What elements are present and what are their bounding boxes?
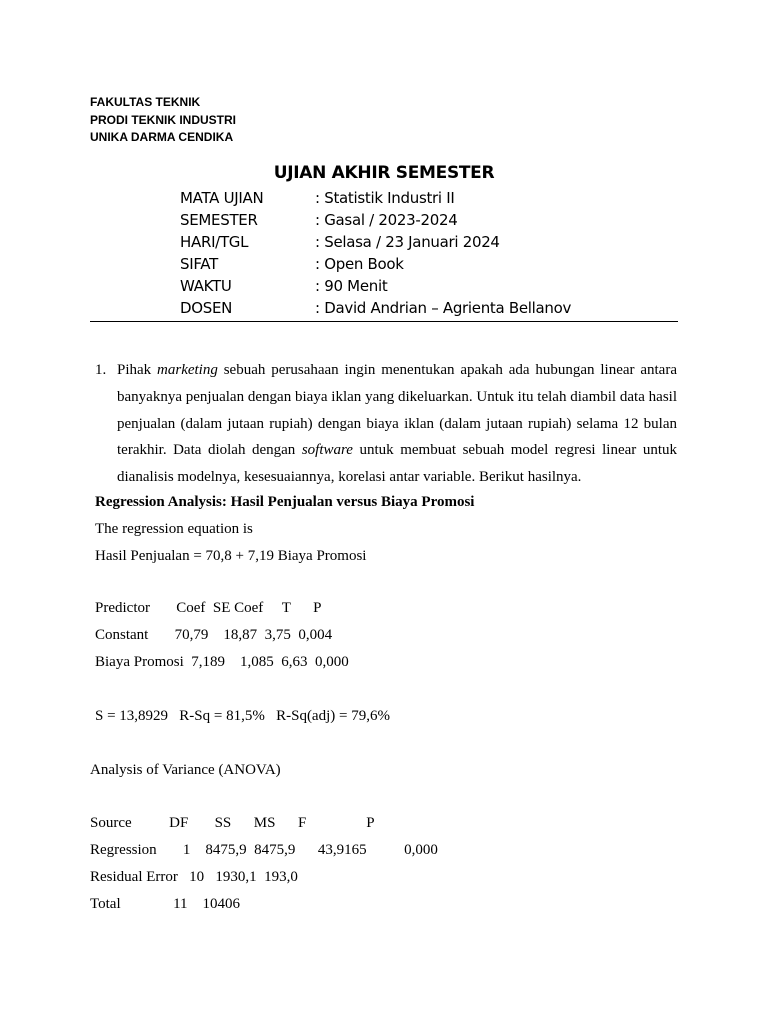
institution-header (90, 94, 236, 147)
question-1 (95, 357, 677, 491)
exam-title: UJIAN AKHIR SEMESTER (273, 163, 495, 183)
question-text (117, 357, 677, 491)
info-key: SIFAT (180, 255, 218, 273)
anova-title: Analysis of Variance (ANOVA) (90, 762, 281, 778)
anova-table-header: Source DF SS MS F P (90, 815, 375, 831)
info-key: MATA UJIAN (180, 189, 264, 207)
question-text-part: sebuah perusahaan ingin menentukan apakah ada hubungan linear antara banyaknya penjualan dengan biaya iklan yang dikeluarkan. Untuk itu telah diambil data hasil penjualan (dalam jutaan rupiah) dengan biaya iklan (dalam jutaan rupiah) selama 12 bulan terakhir. Data diolah dengan (117, 362, 677, 459)
info-key: HARI/TGL (180, 233, 249, 251)
info-value: : David Andrian – Agrienta Bellanov (315, 299, 572, 317)
regression-equation-label: The regression equation is (95, 521, 253, 537)
anova-row: Total 11 10406 (90, 896, 241, 912)
info-value: : Statistik Industri II (315, 189, 455, 207)
regression-title: Regression Analysis: Hasil Penjualan versus Biaya Promosi (95, 494, 475, 510)
anova-row: Residual Error 10 1930,1 193,0 (90, 869, 298, 885)
info-value: : Open Book (315, 255, 404, 273)
question-number: 1. (95, 362, 107, 378)
info-key: DOSEN (180, 299, 233, 317)
info-value: : 90 Menit (315, 277, 388, 295)
question-text-part: untuk membuat sebuah model regresi linear untuk dianalisis modelnya, kesesuaiannya, korelasi antar variable. Berikut hasilnya. (117, 442, 677, 486)
coef-row: Biaya Promosi 7,189 1,085 6,63 0,000 (95, 654, 349, 670)
anova-row: Regression 1 8475,9 8475,9 43,9165 0,000 (90, 842, 438, 858)
program-name: PRODI TEKNIK INDUSTRI (90, 112, 237, 127)
question-text-emphasis: software (301, 442, 353, 459)
info-value: : Selasa / 23 Januari 2024 (315, 233, 500, 251)
university-name: UNIKA DARMA CENDIKA (90, 130, 234, 144)
header-divider (90, 321, 678, 322)
info-key: WAKTU (180, 277, 232, 295)
regression-equation: Hasil Penjualan = 70,8 + 7,19 Biaya Promosi (95, 548, 367, 564)
question-text-part: Pihak (117, 362, 158, 378)
info-value: : Gasal / 2023-2024 (315, 211, 458, 229)
faculty-name: FAKULTAS TEKNIK (90, 95, 201, 109)
question-text-emphasis: marketing (157, 362, 218, 378)
coef-row: Constant 70,79 18,87 3,75 0,004 (95, 627, 333, 643)
fit-statistics: S = 13,8929 R-Sq = 81,5% R-Sq(adj) = 79,6% (95, 708, 390, 724)
coef-table-header: Predictor Coef SE Coef T P (95, 600, 322, 616)
info-key: SEMESTER (180, 211, 258, 229)
